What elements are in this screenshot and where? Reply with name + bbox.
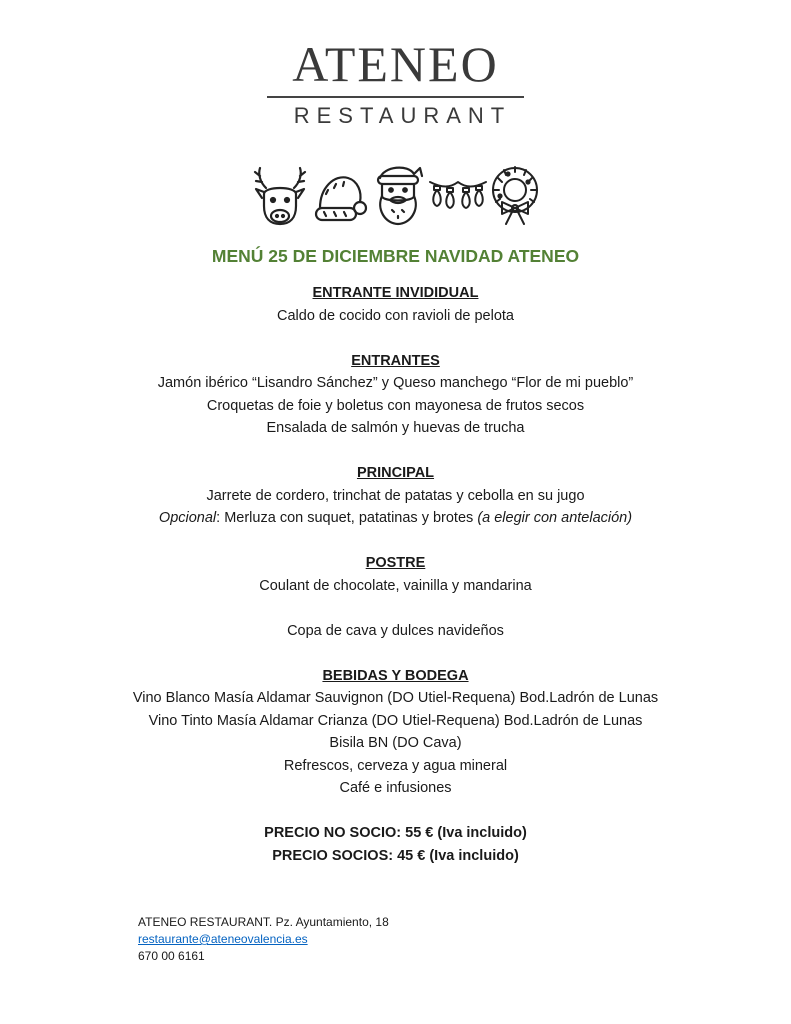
santa-hat-icon bbox=[314, 168, 368, 226]
optional-text: : Merluza con suquet, patatinas y brotes bbox=[216, 510, 478, 526]
reindeer-icon bbox=[252, 162, 308, 226]
optional-note: (a elegir con antelación) bbox=[477, 510, 633, 526]
logo-divider bbox=[267, 96, 524, 98]
footer-address: ATENEO RESTAURANT. Pz. Ayuntamiento, 18 bbox=[138, 915, 389, 929]
menu-body bbox=[0, 282, 791, 867]
section-heading-postre: POSTRE bbox=[365, 555, 426, 571]
optional-label: Opcional bbox=[158, 510, 217, 526]
menu-item: Jamón ibérico “Lisandro Sánchez” y Queso manchego “Flor de mi pueblo” bbox=[157, 375, 634, 391]
footer-phone: 670 00 6161 bbox=[138, 949, 205, 963]
menu-item-optional bbox=[0, 507, 791, 530]
santa-face-icon bbox=[372, 162, 424, 228]
menu-title: MENÚ 25 DE DICIEMBRE NAVIDAD ATENEO bbox=[211, 246, 580, 266]
price-no-socio: PRECIO NO SOCIO: 55 € (Iva incluido) bbox=[264, 825, 527, 841]
menu-item: Ensalada de salmón y huevas de trucha bbox=[266, 420, 525, 436]
string-lights-icon bbox=[428, 172, 488, 222]
logo-title: ATENEO bbox=[292, 36, 499, 92]
menu-item: Café e infusiones bbox=[339, 780, 452, 796]
menu-item-extra: Copa de cava y dulces navideños bbox=[287, 622, 504, 639]
menu-item: Bisila BN (DO Cava) bbox=[329, 735, 462, 751]
menu-item: Croquetas de foie y boletus con mayonesa de frutos secos bbox=[206, 397, 585, 414]
menu-item: Refrescos, cerveza y agua mineral bbox=[283, 757, 508, 774]
wreath-icon bbox=[488, 162, 542, 226]
footer-email-link[interactable]: restaurante@ateneovalencia.es bbox=[138, 932, 308, 946]
section-heading-entrantes: ENTRANTES bbox=[351, 352, 440, 369]
logo-subtitle: RESTAURANT bbox=[293, 103, 512, 128]
section-heading-bebidas: BEBIDAS Y BODEGA bbox=[322, 667, 469, 684]
footer bbox=[138, 914, 389, 965]
menu-item: Vino Blanco Masía Aldamar Sauvignon (DO Utiel-Requena) Bod.Ladrón de Lunas bbox=[132, 690, 659, 706]
section-heading-principal: PRINCIPAL bbox=[356, 465, 435, 481]
menu-item: Coulant de chocolate, vainilla y mandarina bbox=[259, 577, 532, 594]
christmas-icons bbox=[252, 162, 542, 228]
menu-item: Vino Tinto Masía Aldamar Crianza (DO Utiel-Requena) Bod.Ladrón de Lunas bbox=[148, 712, 643, 729]
menu-item: Jarrete de cordero, trinchat de patatas y cebolla en su jugo bbox=[206, 487, 585, 504]
menu-item: Caldo de cocido con ravioli de pelota bbox=[277, 307, 514, 324]
section-heading-entrante-individual: ENTRANTE INVIDIDUAL bbox=[312, 285, 479, 301]
price-socios: PRECIO SOCIOS: 45 € (Iva incluido) bbox=[272, 847, 519, 864]
